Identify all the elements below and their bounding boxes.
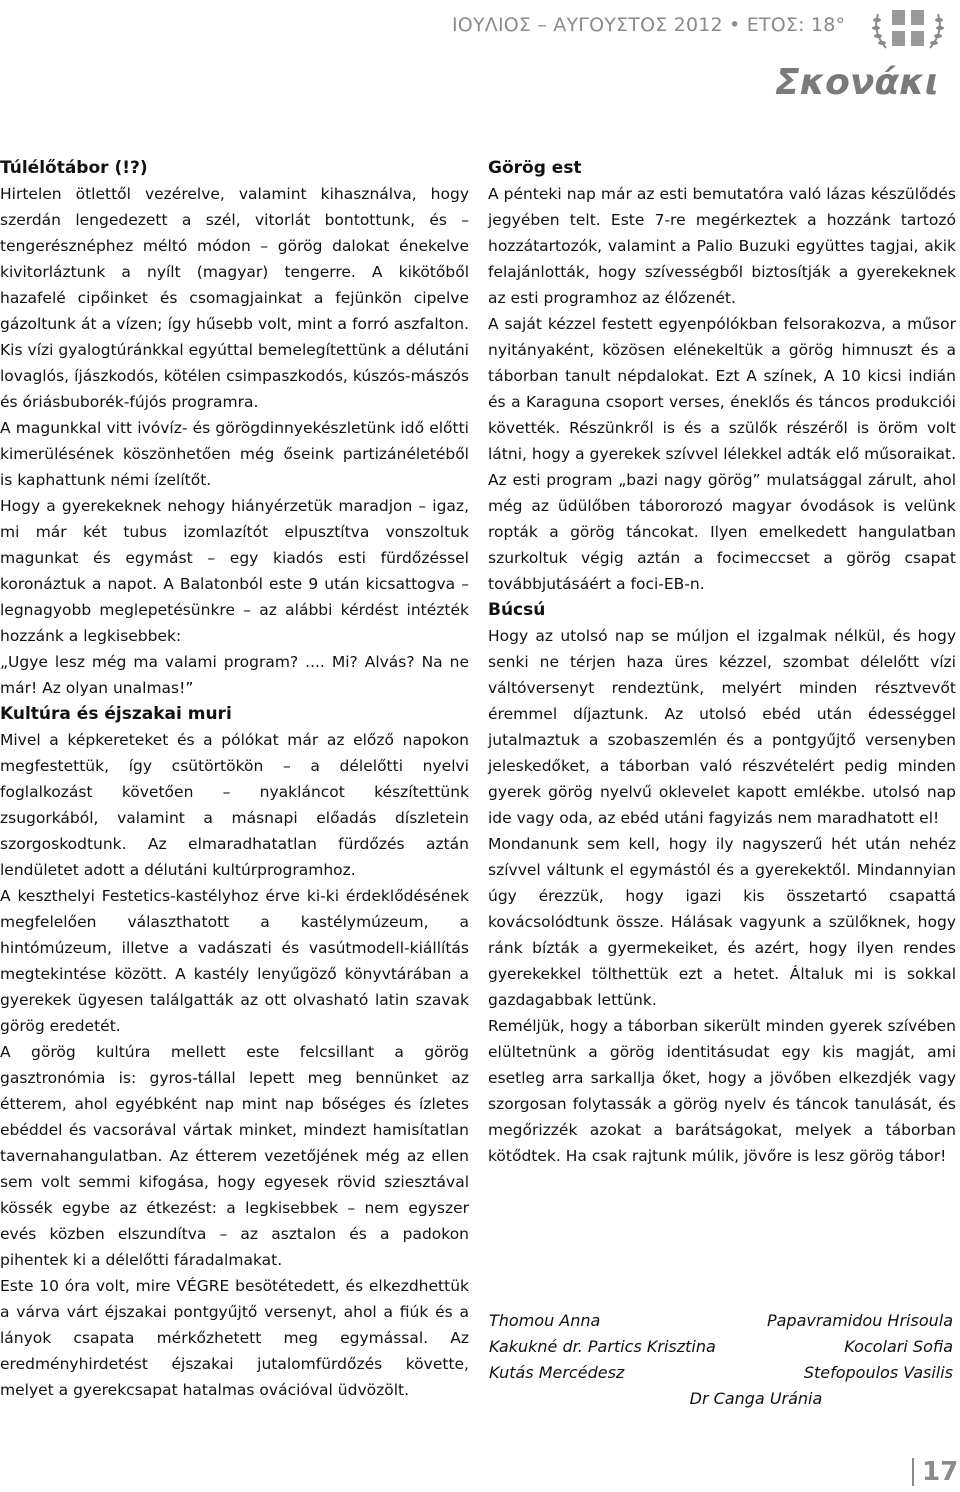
left-column [0,155,469,1403]
page-number: 17 [912,1458,958,1486]
signature-name: Kutás Mercédesz [489,1363,625,1382]
section-heading-survival-camp: Túlélőtábor (!?) [0,158,148,178]
signature-name: Thomou Anna [489,1311,601,1330]
signatures [489,1308,953,1412]
section-heading-culture-night: Kultúra és éjszakai muri [0,704,232,724]
signature-name: Kakukné dr. Partics Krisztina [489,1337,716,1356]
section-heading-greek-evening: Görög est [488,158,582,178]
paragraph: Este 10 óra volt, mire VÉGRE besötétedett, és elkezdhettük a várva várt éjszakai pontgyűjtő versenyt, ahol a fiúk és a lányok csapata mérkőzhetett meg egymással. Az eredményhirdetést éjszakai jutalomfürdőzés követte, melyet a gyerekcsapat hatalmas ovációval üdvözölt. [0,1277,469,1399]
signature-name: Stefopoulos Vasilis [803,1363,953,1382]
paragraph: A pénteki nap már az esti bemutatóra való lázas készülődés jegyében telt. Este 7-re megérkeztek a hozzánk tartozó hozzátartozók, valamint a Palio Buzuki együttes tagjai, akik felajánlották, hogy szívességből biztosítják a gyerekeknek az esti programhoz az élőzenét. [488,185,956,307]
paragraph: Hogy az utolsó nap se múljon el izgalmak nélkül, és hogy senki ne térjen haza üres kézzel, szombat délelőtt vízi váltóversenyt rendeztünk, melyért minden résztvevőt éremmel díjaztunk. Az utolsó ebéd után édességgel jutalmaztuk a szobaszemlén és a pontgyűjtő versenyben jeleskedőket, a táborban való részvételért pedig minden gyerek görög nyelvű oklevelet kapott emlékbe. utolsó nap ide vagy oda, az ebéd utáni fagyizás nem maradhatott el! [488,627,956,827]
greek-cross-wreath-crest-icon [868,4,948,54]
right-column [488,155,956,1169]
paragraph-quote: „Ugye lesz még ma valami program? .... Mi? Alvás? Na ne már! Az olyan unalmas!” [0,653,469,697]
section-heading-farewell: Búcsú [488,600,546,620]
issue-header: ΙΟΥΛΙΟΣ – ΑΥΓΟΥΣΤΟΣ 2012 • ΕΤΟΣ: 18° [452,14,846,36]
publication-title: Σκονάκι [775,62,939,103]
paragraph: Mondanunk sem kell, hogy ily nagyszerű hét után nehéz szívvel váltunk el egymástól és a gyerekektől. Mindannyian úgy érezzük, hogy igazi kis összetartó csapattá kovácsolódtunk össze. Hálásak vagyunk a szülőknek, hogy ránk bízták a gyermekeiket, és azért, hogy ilyen rendes gyerekekkel tölthettük ezt a hetet. Általuk mi is sokkal gazdagabbak lettünk. [488,835,956,1009]
signature-name: Papavramidou Hrisoula [766,1311,953,1330]
paragraph: A magunkkal vitt ivóvíz- és görögdinnyekészletünk idő előtti kimerülésének köszönhetően még őseink partizánéletéből is kaphattunk némi ízelítőt. [0,419,469,489]
paragraph: Reméljük, hogy a táborban sikerült minden gyerek szívében elültetnünk a görög identitásudat egy kis magját, ami esetleg arra sarkallja őket, hogy a jövőben elkezdjék vagy szorgosan folytassák a görög nyelv és táncok tanulását, és megőrizzék azokat a barátságokat, melyek a táborban kötődtek. Ha csak rajtunk múlik, jövőre is lesz görög tábor! [488,1017,956,1165]
paragraph: Mivel a képkereteket és a pólókat már az előző napokon megfestettük, így csütörtökön – a délelőtti nyelvi foglalkozást követően – nyakláncot készítettünk zsugorkából, valamint a másnapi előadás díszletein szorgoskodtunk. Az elmaradhatatlan fürdőzés aztán lendületet adott a délutáni kultúrprogramhoz. [0,731,469,879]
paragraph: Hirtelen ötlettől vezérelve, valamint kihasználva, hogy szerdán lengedezett a szél, vitorlát bontottunk, és – tengerésznéphez méltó módon – görög dalokat énekelve kivitorláztunk a nyílt (magyar) tengerre. A kikötőből hazafelé cipőinket és csomagjainkat a fejünkön cipelve gázoltunk át a vízen; így hűsebb volt, mint a forró aszfalton. Kis vízi gyalogtúránkkal egyúttal bemelegítettünk a délutáni lovaglós, íjászkodós, kötélen csimpaszkodós, kúszós-mászós és óriásbuborék-fújós programra. [0,185,469,411]
paragraph: A saját kézzel festett egyenpólókban felsorakozva, a műsor nyitányaként, közösen elénekeltük a görög himnuszt és a táborban tanult népdalokat. Ezt A színek, A 10 kicsi indián és a Karaguna csoport verses, éneklős és táncos produkciói követték. Részünkről is és a szülők részéről is öröm volt látni, hogy a gyerekek szívvel lélekkel adták elő műsoraikat. Az esti program „bazi nagy görög” mulatsággal zárult, ahol még az üdülőben tábororozó magyar óvodások is velünk ropták a görög táncokat. Ilyen emelkedett hangulatban szurkoltuk végig aztán a focimeccset a görög csapat továbbjutásáért a foci-EB-n. [488,315,956,593]
signature-name: Kocolari Sofia [844,1337,953,1356]
paragraph: A görög kultúra mellett este felcsillant a görög gasztronómia is: gyros-tállal lepett meg bennünket az étterem, ahol egyébként nap mint nap bőséges és ízletes ebéddel és vacsorával vártak minket, mindezt hamisítatlan tavernahangulatban. Az étterem vezetőjének még az ellen sem volt semmi kifogása, hogy egyesek rövid sziesztával kössék egybe az étkezést: a legkisebbek – nem egyszer evés közben elszundítva – az asztalon és a padokon pihentek ki a délelőtti fáradalmakat. [0,1043,469,1269]
paragraph: Hogy a gyerekeknek nehogy hiányérzetük maradjon – igaz, mi már két tubus izomlazítót elpusztítva vonszoltuk magunkat és egymást – egy kiadós esti fürdőzéssel koronáztuk a napot. A Balatonból este 9 után kicsattogva – legnagyobb meglepetésünkre – az alábbi kérdést intézték hozzánk a legkisebbek: [0,497,469,645]
signature-name: Dr Canga Uránia [689,1389,823,1408]
paragraph: A keszthelyi Festetics-kastélyhoz érve ki-ki érdeklődésének megfelelően választhatott a kastélymúzeum, a hintómúzeum, illetve a vadászati és vasútmodell-kiállítás megtekintése között. A kastély lenyűgöző könyvtárában a gyerekek ügyesen találgatták az ott olvasható latin szavak görög eredetét. [0,887,469,1035]
